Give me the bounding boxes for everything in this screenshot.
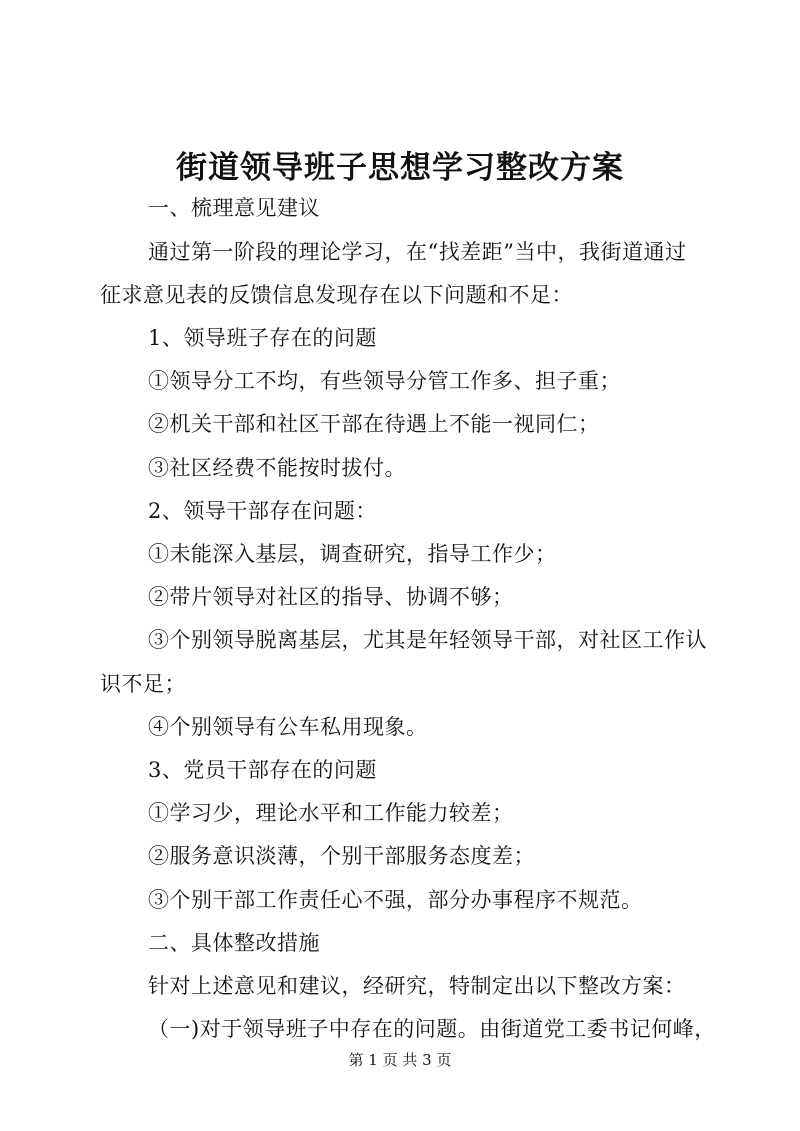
list-item: ①领导分工不均，有些领导分管工作多、担子重； [148,369,621,393]
list-item: ③社区经费不能按时拔付。 [148,456,406,480]
list-item: ③个别干部工作责任心不强，部分办事程序不规范。 [148,888,643,912]
list-item: ②服务意识淡薄，个别干部服务态度差； [148,844,535,868]
list-item: ④个别领导有公车私用现象。 [148,715,428,739]
paragraph-line: 针对上述意见和建议，经研究，特制定出以下整改方案： [148,974,686,998]
subheading-1: 1、领导班子存在的问题 [148,326,377,350]
document-title: 街道领导班子思想学习整改方案 [176,150,624,186]
section-heading-1: 一、梳理意见建议 [148,196,320,220]
list-item: ②机关干部和社区干部在待遇上不能一视同仁； [148,412,600,436]
subheading-2: 2、领导干部存在问题： [148,499,377,523]
paragraph-line: 征求意见表的反馈信息发现存在以下问题和不足： [100,283,573,307]
section-heading-2: 二、具体整改措施 [148,931,320,955]
list-item: ①学习少，理论水平和工作能力较差； [148,801,514,825]
list-item: ①未能深入基层，调查研究，指导工作少； [148,542,557,566]
list-item: ②带片领导对社区的指导、协调不够； [148,585,514,609]
page-footer: 第 1 页 共 3 页 [348,1051,452,1069]
list-item: ③个别领导脱离基层，尤其是年轻领导干部，对社区工作认 [148,628,707,652]
paragraph-line: （一)对于领导班子中存在的问题。由街道党工委书记何峰， [148,1017,716,1041]
subheading-3: 3、党员干部存在的问题 [148,758,377,782]
paragraph-line: 通过第一阶段的理论学习，在“找差距”当中，我街道通过 [148,240,687,264]
list-item-continuation: 识不足； [100,672,186,696]
